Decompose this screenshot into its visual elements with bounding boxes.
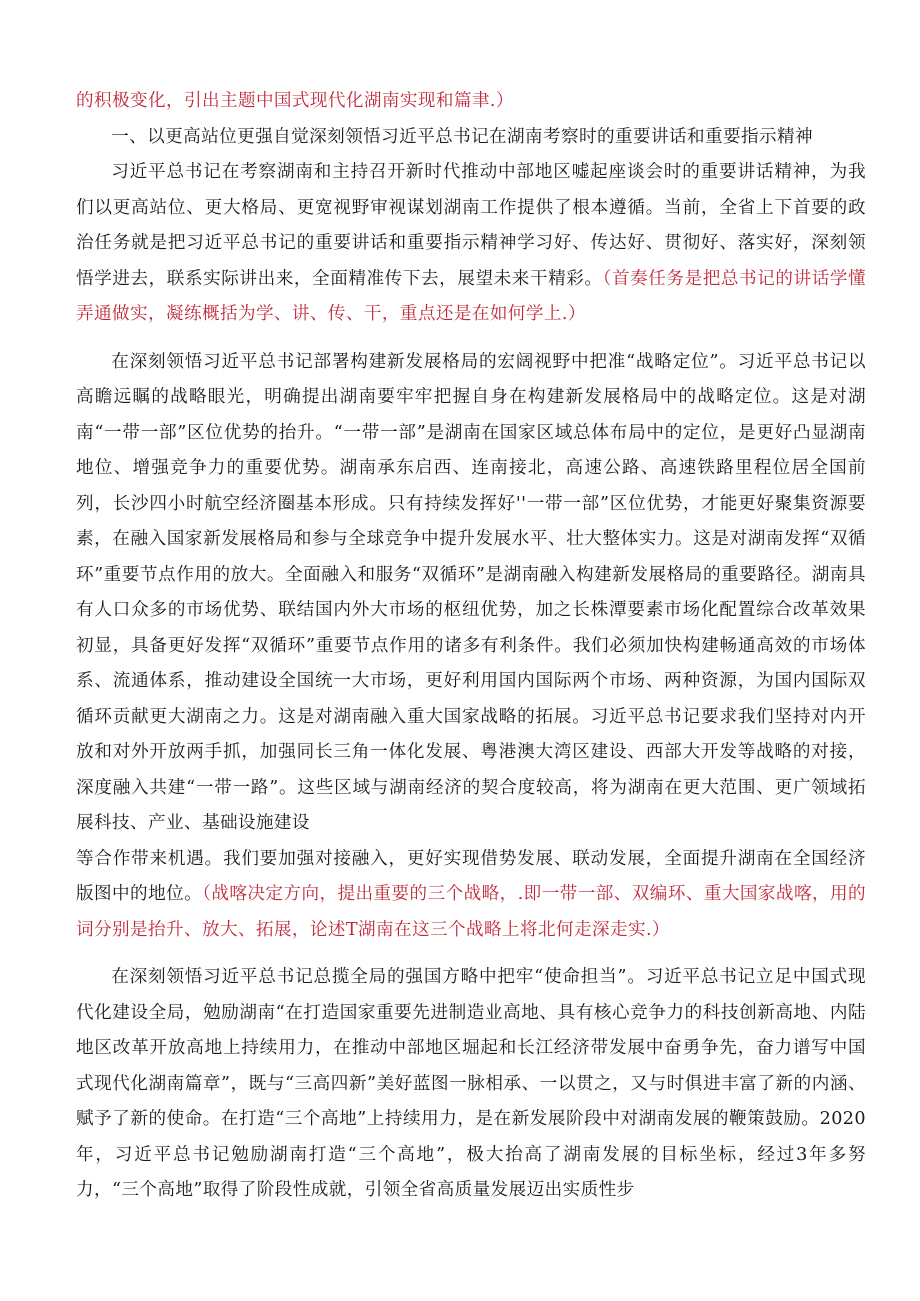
annotation-note: 的积极变化，引出主题中国式现代化湖南实现和篇聿.） [76, 91, 514, 111]
paragraph-text: 等合作带来机遇。我们要加强对接融入，更好实现借势发展、联动发展，全面提升湖南在全国经济版图中的地位。 [76, 848, 866, 904]
annotation-note: （首奏任务是把总书记的讲话学懂弄通做实，凝练概括为学、讲、传、干，重点还是在如何学上.） [76, 268, 867, 324]
intro-note [76, 84, 866, 120]
paragraph-3 [76, 842, 866, 949]
paragraph-text: 在深刻领悟习近平总书记部署构建新发展格局的宏阔视野中把准“战略定位”。习近平总书记以高瞻远瞩的战略眼光，明确提出湖南要牢牢把握自身在构建新发展格局中的战略定位。这是对湖南“一带一部”区位优势的抬升。“一带一部”是湖南在国家区域总体布局中的定位，是更好凸显湖南地位、增强竞争力的重要优势。湖南承东启西、连南接北，高速公路、高速铁路里程位居全国前列，长沙四小时航空经济圈基本形成。只有持续发挥好''一带一部”区位优势，才能更好聚集资源要素，在融入国家新发展格局和参与全球竞争中提升发展水平、壮大整体实力。这是对湖南发挥“双循环”重要节点作用的放大。全面融入和服务“双循环”是湖南融入构建新发展格局的重要路径。湖南具有人口众多的市场优势、联结国内外大市场的枢纽优势，加之长株潭要素市场化配置综合改革效果初显，具备更好发挥“双循环”重要节点作用的诸多有利条件。我们必须加快构建畅通高效的市场体系、流通体系，推动建设全国统一大市场，更好利用国内国际两个市场、两种资源，为国内国际双循环贡献更大湖南之力。这是对湖南融入重大国家战略的拓展。习近平总书记要求我们坚持对内开放和对外开放两手抓，加强同长三角一体化发展、粤港澳大湾区建设、西部大开发等战略的对接，深度融入共建“一带一路”。这些区域与湖南经济的契合度较高，将为湖南在更大范围、更广领域拓展科技、产业、基础设施建设 [76, 351, 866, 833]
section-heading: 一、以更高站位更强自觉深刻领悟习近平总书记在湖南考察时的重要讲话和重要指示精神 [111, 126, 813, 147]
paragraph-text: 习近平总书记在考察湖南和主持召开新时代推动中部地区嘘起座谈会时的重要讲话精神，为我们以更高站位、更大格局、更宽视野审视谋划湖南工作提供了根本遵循。当前，全省上下首要的政治任务就是把习近平总书记的重要讲话和重要指示精神学习好、传达好、贯彻好、落实好，深刻领悟学进去，联系实际讲出来，全面精准传下去，展望未来干精彩。 [76, 162, 866, 289]
paragraph-2 [76, 345, 866, 842]
paragraph-4 [76, 960, 866, 1209]
paragraph-text: 在深刻领悟习近平总书记总揽全局的强国方略中把牢“使命担当”。习近平总书记立足中国式现代化建设全局，勉励湖南“在打造国家重要先进制造业高地、具有核心竞争力的科技创新高地、内陆地区改革开放高地上持续用力，在推动中部地区堀起和长江经济带发展中奋勇争先，奋力谱写中国式现代化湖南篇章”，既与“三高四新”美好蓝图一脉相承、一以贯之，又与时俱进丰富了新的内涵、赋予了新的使命。在打造“三个高地”上持续用力，是在新发展阶段中对湖南发展的鞭策鼓励。2020年，习近平总书记勉励湖南打造“三个高地”，极大抬高了湖南发展的目标坐标，经过3年多努力，“三个高地”取得了阶段性成就，引领全省高质量发展迈出实质性步 [76, 967, 866, 1200]
document-body [76, 84, 866, 1209]
paragraph-1 [76, 155, 866, 333]
annotation-note: （战喀决定方向，提出重要的三个战略，.即一带一部、双编环、重大国家战喀，用的词分别是抬升、放大、拓展，论述T湖南在这三个战略上将北何走深走实.） [76, 884, 866, 940]
